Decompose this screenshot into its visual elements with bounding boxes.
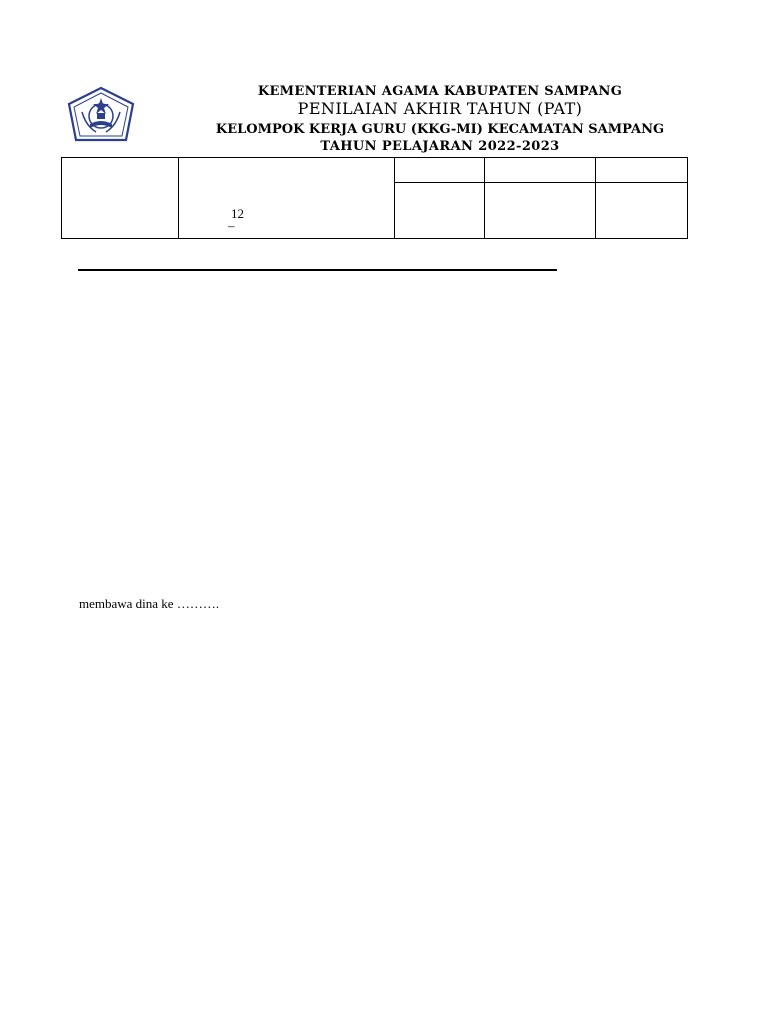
info-cell-head-2 xyxy=(485,158,596,183)
info-cell-value-3 xyxy=(596,183,688,239)
info-cell-class xyxy=(179,158,395,239)
info-cell-label xyxy=(62,158,179,239)
working-group-title: KELOMPOK KERJA GURU (KKG-MI) KECAMATAN SAMPANG xyxy=(215,122,665,137)
question-text: membawa dina ke ………. xyxy=(79,596,220,611)
info-cell-value-1 xyxy=(395,183,485,239)
class-number: 12 xyxy=(231,206,244,221)
info-cell-head-1 xyxy=(395,158,485,183)
class-dash: – xyxy=(228,218,235,233)
kemenag-emblem-icon xyxy=(66,86,136,142)
info-cell-head-3 xyxy=(596,158,688,183)
ministry-title: KEMENTERIAN AGAMA KABUPATEN SAMPANG xyxy=(257,84,623,99)
exam-title: PENILAIAN AKHIR TAHUN (PAT) xyxy=(297,99,583,118)
academic-year: TAHUN PELAJARAN 2022-2023 xyxy=(320,139,560,154)
info-cell-value-2 xyxy=(485,183,596,239)
header-divider xyxy=(78,269,557,271)
exam-info-table xyxy=(61,157,688,239)
